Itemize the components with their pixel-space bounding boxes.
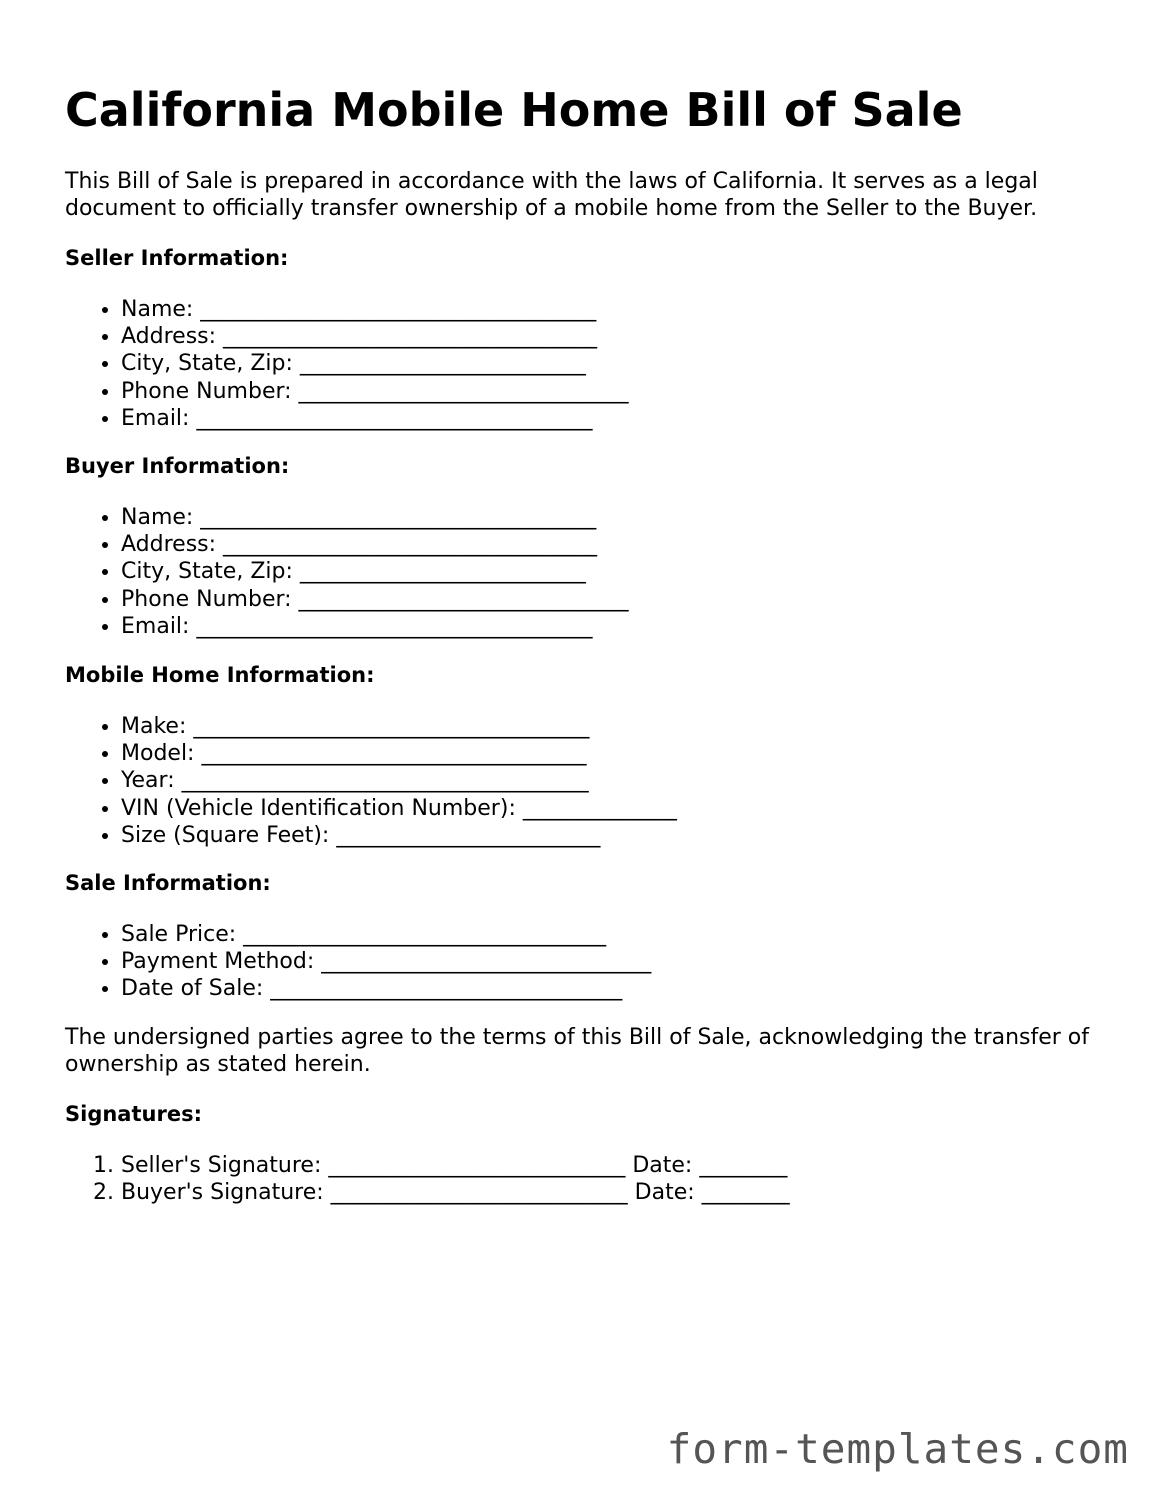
year-field: • Year: _____________________________________ xyxy=(121,767,677,794)
buyer-city-state-zip-field: • City, State, Zip: __________________________ xyxy=(121,558,629,585)
agreement-paragraph: The undersigned parties agree to the terms of this Bill of Sale, acknowledging the transfer of ownership as stated herein. xyxy=(65,1025,1090,1077)
seller-field-list xyxy=(65,296,629,432)
seller-address-field: • Address: __________________________________ xyxy=(121,323,629,350)
intro-paragraph: This Bill of Sale is prepared in accordance with the laws of California. It serves as a legal document to officially transfer ownership of a mobile home from the Seller to the Buyer. xyxy=(65,169,1038,221)
buyer-field-list xyxy=(65,504,629,640)
make-field: • Make: ____________________________________ xyxy=(121,713,677,740)
buyer-phone-field: • Phone Number: ______________________________ xyxy=(121,586,629,613)
watermark-text: form-templates.com xyxy=(666,1425,1129,1473)
buyer-name-field: • Name: ____________________________________ xyxy=(121,504,629,531)
sale-price-field: • Sale Price: _________________________________ xyxy=(121,921,651,948)
size-field: • Size (Square Feet): ________________________ xyxy=(121,822,677,849)
payment-method-field: • Payment Method: ______________________________ xyxy=(121,948,651,975)
buyer-email-field: • Email: ____________________________________ xyxy=(121,613,629,640)
buyer-signature-line: 2. Buyer's Signature: ___________________________ Date: ________ xyxy=(121,1179,790,1206)
date-of-sale-field: • Date of Sale: ________________________________ xyxy=(121,975,651,1002)
seller-email-field: • Email: ____________________________________ xyxy=(121,405,629,432)
seller-city-state-zip-field: • City, State, Zip: __________________________ xyxy=(121,350,629,377)
seller-phone-field: • Phone Number: ______________________________ xyxy=(121,378,629,405)
vin-field: • VIN (Vehicle Identification Number): ______________ xyxy=(121,795,677,822)
sale-field-list xyxy=(65,921,651,1003)
seller-signature-line: 1. Seller's Signature: ___________________________ Date: ________ xyxy=(121,1152,790,1179)
seller-heading: Seller Information: xyxy=(65,246,289,270)
buyer-heading: Buyer Information: xyxy=(65,454,290,478)
model-field: • Model: ___________________________________ xyxy=(121,740,677,767)
signatures-heading: Signatures: xyxy=(65,1102,202,1126)
signature-list xyxy=(65,1152,790,1206)
sale-heading: Sale Information: xyxy=(65,871,271,895)
page-title: California Mobile Home Bill of Sale xyxy=(65,83,963,137)
seller-name-field: • Name: ____________________________________ xyxy=(121,296,629,323)
buyer-address-field: • Address: __________________________________ xyxy=(121,531,629,558)
mobile-home-field-list xyxy=(65,713,677,849)
mobile-home-heading: Mobile Home Information: xyxy=(65,663,375,687)
